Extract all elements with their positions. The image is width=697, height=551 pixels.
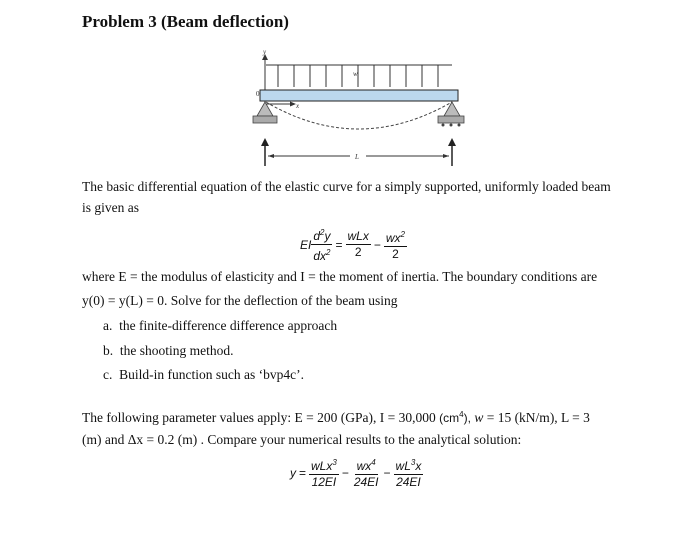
- load-label: w: [353, 70, 358, 78]
- params-line-2: (m) and Δx = 0.2 (m) . Compare your numerical results to the analytical solution:: [82, 432, 522, 447]
- method-item-a: a. the finite-difference difference approach: [103, 318, 338, 333]
- eq2-term-3: $\frac{wL^3x}{24EI}$: [394, 455, 424, 490]
- load-arrows: [278, 65, 438, 87]
- method-item-b: b. the shooting method.: [103, 343, 234, 358]
- params-line-1: The following parameter values apply: E = 200 (GPa), I = 30,000 $(cm^4)$, w = 15 (kN/m), L = 3: [82, 410, 590, 425]
- beam: [260, 90, 458, 101]
- intro-line-1: The basic differential equation of the elastic curve for a simply supported, uniformly loaded beam: [82, 179, 611, 194]
- eq2-equals: =: [299, 465, 307, 480]
- eq2-y: y: [290, 465, 296, 480]
- length-label: L: [355, 153, 359, 161]
- where-line-2: y(0) = y(L) = 0. Solve for the deflection of the beam using: [82, 293, 398, 308]
- eq1-derivative: $\frac{d^2y}{dx^2}$: [311, 225, 332, 264]
- analytical-solution: [290, 455, 423, 490]
- eq2-term-1: $\frac{wLx^3}{12EI}$: [309, 455, 339, 490]
- reaction-arrows: [261, 138, 456, 166]
- x-axis-label: x: [296, 102, 300, 110]
- origin-label: 0: [256, 90, 260, 98]
- intro-line-2: is given as: [82, 200, 139, 215]
- beam-diagram: [230, 44, 490, 172]
- eq1-term-1: $\frac{\text{wLx}}{2}$: [347, 229, 369, 259]
- deflected-curve: [266, 102, 452, 129]
- eq1-minus: −: [373, 237, 381, 252]
- problem-title: Problem 3 (Beam deflection): [82, 12, 289, 31]
- eq1-term-2: $\frac{wx^2}{2}$: [384, 227, 407, 262]
- left-support: [253, 102, 277, 123]
- differential-equation: [300, 225, 407, 264]
- right-support: [438, 102, 464, 127]
- eq2-minus-2: −: [383, 465, 391, 480]
- eq1-ei: EI: [300, 237, 312, 252]
- eq1-equals: =: [335, 237, 343, 252]
- where-line-1: where E = the modulus of elasticity and I = the moment of inertia. The boundary conditions are: [82, 269, 598, 284]
- eq2-minus-1: −: [341, 465, 349, 480]
- method-item-c: c. Build-in function such as ‘bvp4c’.: [103, 367, 304, 382]
- y-axis-label: y: [263, 48, 267, 56]
- eq2-term-2: $\frac{wx^4}{24EI}$: [352, 455, 381, 490]
